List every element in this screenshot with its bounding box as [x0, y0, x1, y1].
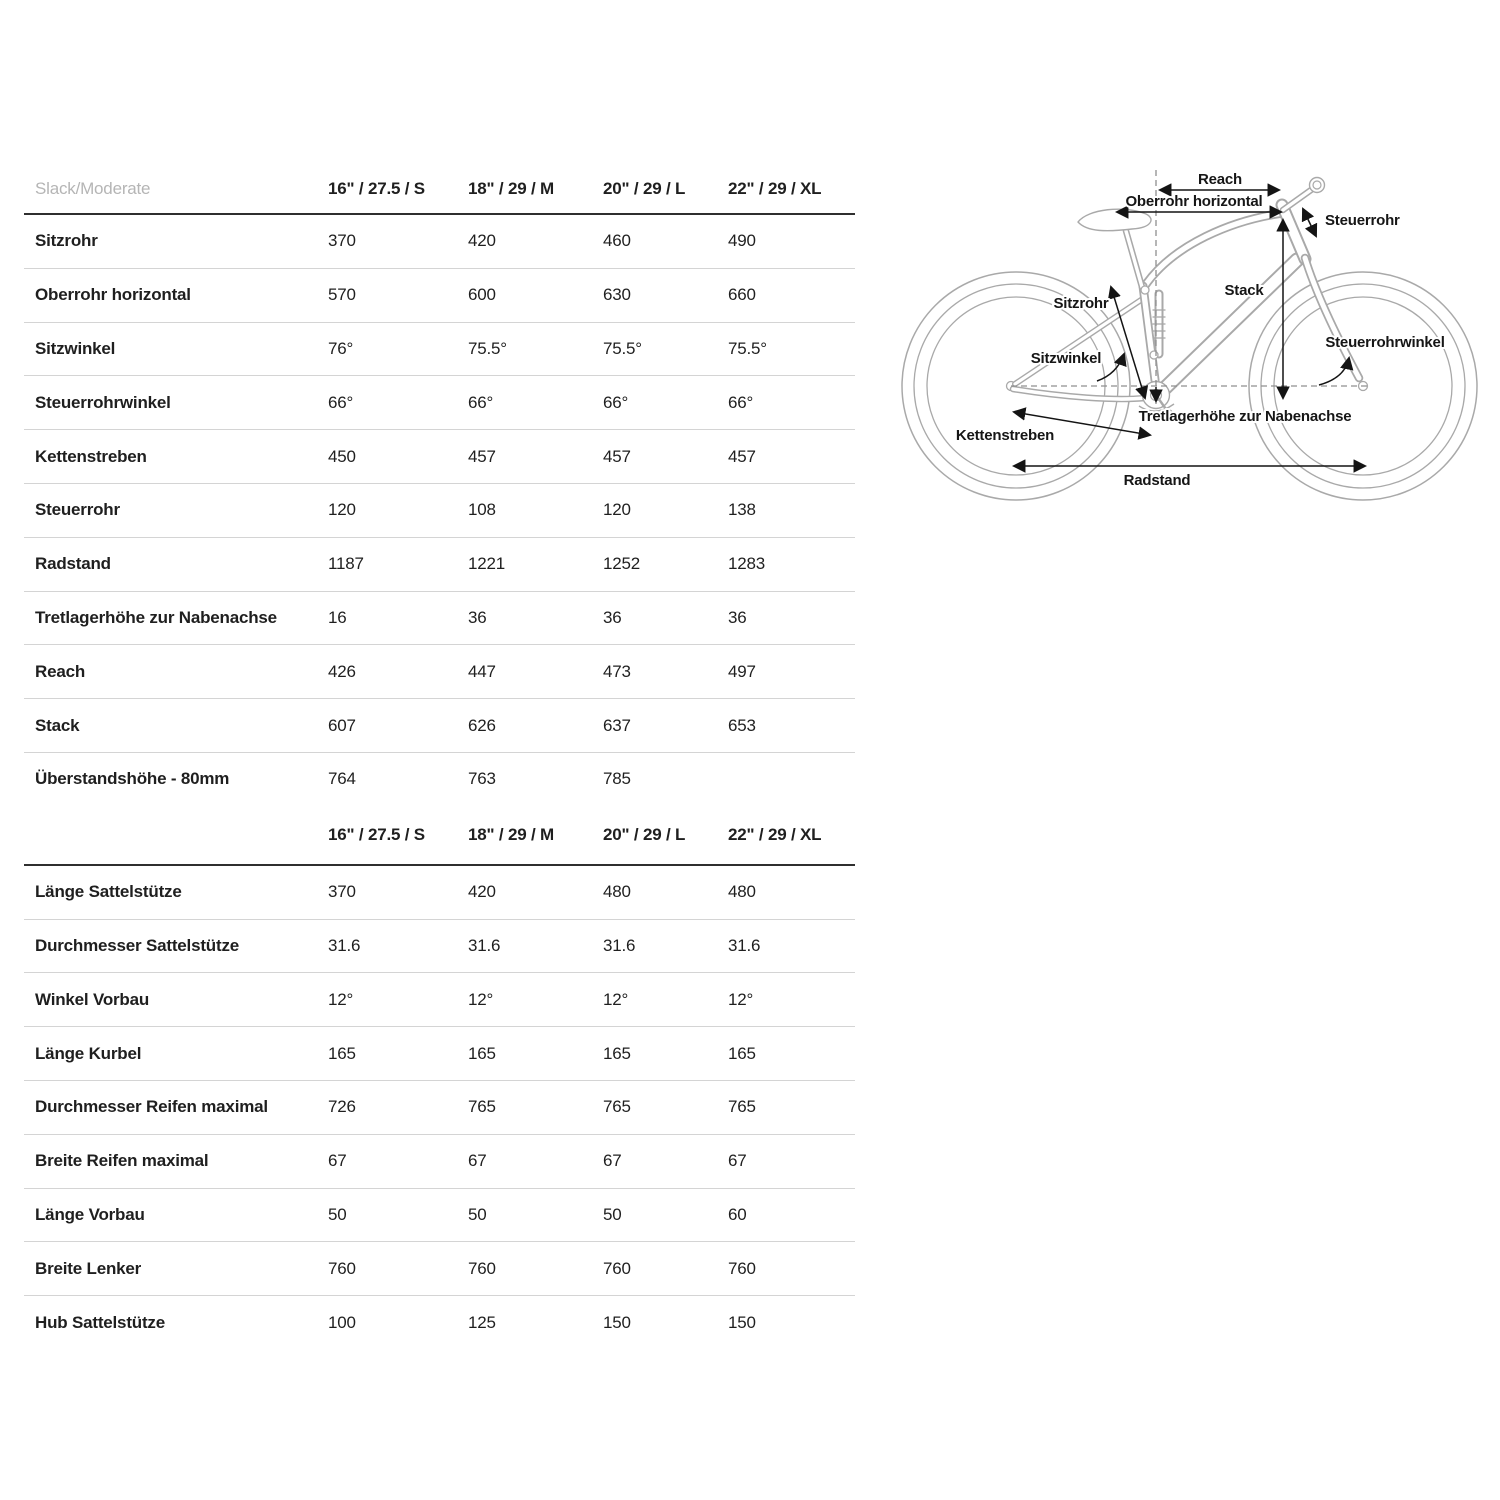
cell-value: 426 — [328, 661, 356, 681]
size-header-m: 18" / 29 / M — [468, 824, 554, 844]
cell-value: 75.5° — [728, 338, 767, 358]
steuerrohrwinkel-label: Steuerrohrwinkel — [1325, 334, 1445, 351]
cell-value: 626 — [468, 715, 496, 735]
cell-value: 66° — [468, 392, 494, 412]
table-row — [24, 753, 855, 806]
table-body-section2 — [24, 866, 855, 1349]
cell-value: 66° — [328, 392, 354, 412]
row-label: Länge Sattelstütze — [35, 882, 182, 902]
kettenstreben-label: Kettenstreben — [955, 427, 1055, 444]
cell-value: 765 — [728, 1097, 756, 1117]
cell-value: 50 — [468, 1204, 487, 1224]
cell-value: 67 — [328, 1151, 347, 1171]
row-label: Kettenstreben — [35, 446, 147, 466]
size-header-xl: 22" / 29 / XL — [728, 179, 822, 198]
diagram-labels — [956, 171, 1445, 489]
row-label: Oberrohr horizontal — [35, 285, 191, 305]
cell-value: 653 — [728, 715, 756, 735]
row-label: Länge Vorbau — [35, 1204, 145, 1224]
table-row — [24, 269, 855, 323]
table-row — [24, 323, 855, 377]
cell-value: 36 — [468, 607, 487, 627]
row-label: Radstand — [35, 554, 111, 574]
cell-value: 120 — [603, 500, 631, 520]
cell-value: 480 — [603, 882, 631, 902]
cell-value: 165 — [728, 1043, 756, 1063]
cell-value: 726 — [328, 1097, 356, 1117]
row-label: Steuerrohrwinkel — [35, 392, 171, 412]
size-header-xl: 22" / 29 / XL — [728, 824, 822, 844]
cell-value: 765 — [603, 1097, 631, 1117]
cell-value: 50 — [603, 1204, 622, 1224]
table-row — [24, 973, 855, 1027]
steuerrohr-label: Steuerrohr — [1325, 212, 1400, 229]
cell-value: 457 — [603, 446, 631, 466]
table-row — [24, 538, 855, 592]
cell-value: 165 — [603, 1043, 631, 1063]
sitzwinkel-label: Sitzwinkel — [1030, 350, 1102, 367]
row-label: Tretlagerhöhe zur Nabenachse — [35, 607, 277, 627]
cell-value: 75.5° — [468, 338, 507, 358]
table-body-section1 — [24, 213, 855, 806]
cell-value: 630 — [603, 285, 631, 305]
table-row — [24, 484, 855, 538]
row-label: Sitzwinkel — [35, 338, 116, 358]
row-label: Sitzrohr — [35, 231, 98, 251]
cell-value: 607 — [328, 715, 356, 735]
cell-value: 31.6 — [468, 935, 501, 955]
cell-value: 420 — [468, 231, 496, 251]
oberrohr-label: Oberrohr horizontal — [1125, 193, 1263, 210]
cell-value: 76° — [328, 338, 354, 358]
cell-value: 31.6 — [728, 935, 761, 955]
geometry-table — [24, 165, 855, 1349]
cell-value: 457 — [468, 446, 496, 466]
cell-value: 760 — [728, 1258, 756, 1278]
tretlagerhoehe-label: Tretlagerhöhe zur Nabenachse — [1138, 408, 1352, 425]
row-label: Durchmesser Sattelstütze — [35, 935, 239, 955]
cell-value: 67 — [603, 1151, 622, 1171]
cell-value: 450 — [328, 446, 356, 466]
table-header-section2 — [24, 806, 855, 866]
cell-value: 600 — [468, 285, 496, 305]
row-label: Reach — [35, 661, 86, 681]
cell-value: 370 — [328, 231, 356, 251]
size-header-m: 18" / 29 / M — [468, 179, 554, 198]
cell-value: 785 — [603, 769, 631, 789]
cell-value: 570 — [328, 285, 356, 305]
shock-mount — [1150, 351, 1158, 359]
cell-value: 12° — [468, 989, 494, 1009]
sitzrohr-label: Sitzrohr — [1053, 295, 1109, 312]
row-label: Steuerrohr — [35, 500, 120, 520]
cell-value: 67 — [728, 1151, 747, 1171]
cell-value: 31.6 — [328, 935, 361, 955]
cell-value: 473 — [603, 661, 631, 681]
size-header-s: 16" / 27.5 / S — [328, 179, 425, 198]
cell-value: 497 — [728, 661, 756, 681]
cell-value: 637 — [603, 715, 631, 735]
cell-value: 1252 — [603, 554, 641, 574]
cell-value: 66° — [603, 392, 629, 412]
cell-value: 370 — [328, 882, 356, 902]
note-label: Slack/Moderate — [35, 179, 151, 198]
row-label: Hub Sattelstütze — [35, 1312, 165, 1332]
cell-value: 760 — [603, 1258, 631, 1278]
table-row — [24, 215, 855, 269]
cell-value: 50 — [328, 1204, 347, 1224]
cell-value: 165 — [328, 1043, 356, 1063]
table-row — [24, 592, 855, 646]
cell-value: 420 — [468, 882, 496, 902]
cell-value: 490 — [728, 231, 756, 251]
table-row — [24, 430, 855, 484]
cell-value: 457 — [728, 446, 756, 466]
cell-value: 100 — [328, 1312, 356, 1332]
cell-value: 66° — [728, 392, 754, 412]
table-row — [24, 1081, 855, 1135]
table-row — [24, 1189, 855, 1243]
table-row — [24, 1135, 855, 1189]
table-row — [24, 866, 855, 920]
cell-value: 16 — [328, 607, 347, 627]
size-header-s: 16" / 27.5 / S — [328, 824, 425, 844]
cell-value: 12° — [728, 989, 754, 1009]
cell-value: 150 — [728, 1312, 756, 1332]
cell-value: 480 — [728, 882, 756, 902]
cell-value: 763 — [468, 769, 496, 789]
cell-value: 31.6 — [603, 935, 636, 955]
size-header-l: 20" / 29 / L — [603, 179, 686, 198]
stack-label: Stack — [1224, 282, 1264, 299]
cell-value: 36 — [728, 607, 747, 627]
cell-value: 764 — [328, 769, 356, 789]
cell-value: 12° — [603, 989, 629, 1009]
table-row — [24, 1242, 855, 1296]
table-row — [24, 645, 855, 699]
row-label: Breite Reifen maximal — [35, 1151, 209, 1171]
cell-value: 660 — [728, 285, 756, 305]
cell-value: 12° — [328, 989, 354, 1009]
cell-value: 760 — [328, 1258, 356, 1278]
row-label: Stack — [35, 715, 80, 735]
row-label: Überstandshöhe - 80mm — [35, 769, 230, 789]
cell-value: 460 — [603, 231, 631, 251]
cell-value: 150 — [603, 1312, 631, 1332]
steuerrohrwinkel-arc — [1319, 358, 1349, 385]
rocker-pivot — [1141, 286, 1149, 294]
row-label: Breite Lenker — [35, 1258, 142, 1278]
cell-value: 447 — [468, 661, 496, 681]
row-label: Länge Kurbel — [35, 1043, 142, 1063]
reach-label: Reach — [1197, 171, 1243, 188]
cell-value: 120 — [328, 500, 356, 520]
row-label: Winkel Vorbau — [35, 989, 150, 1009]
cell-value: 138 — [728, 500, 756, 520]
table-row — [24, 1027, 855, 1081]
table-row — [24, 376, 855, 430]
radstand-label: Radstand — [1123, 472, 1191, 489]
cell-value: 67 — [468, 1151, 487, 1171]
table-header-section1 — [24, 165, 855, 213]
table-row — [24, 920, 855, 974]
cell-value: 36 — [603, 607, 622, 627]
row-label: Durchmesser Reifen maximal — [35, 1097, 268, 1117]
cell-value: 760 — [468, 1258, 496, 1278]
cell-value: 108 — [468, 500, 496, 520]
cell-value: 765 — [468, 1097, 496, 1117]
table-row — [24, 1296, 855, 1349]
cell-value: 75.5° — [603, 338, 642, 358]
steuerrohr-arrow — [1303, 209, 1316, 236]
cell-value: 60 — [728, 1204, 747, 1224]
bike-geometry-diagram — [893, 158, 1483, 510]
cell-value: 165 — [468, 1043, 496, 1063]
cell-value: 1221 — [468, 554, 506, 574]
cell-value: 1283 — [728, 554, 766, 574]
table-row — [24, 699, 855, 753]
cell-value: 125 — [468, 1312, 496, 1332]
size-header-l: 20" / 29 / L — [603, 824, 686, 844]
cell-value: 1187 — [328, 554, 364, 574]
